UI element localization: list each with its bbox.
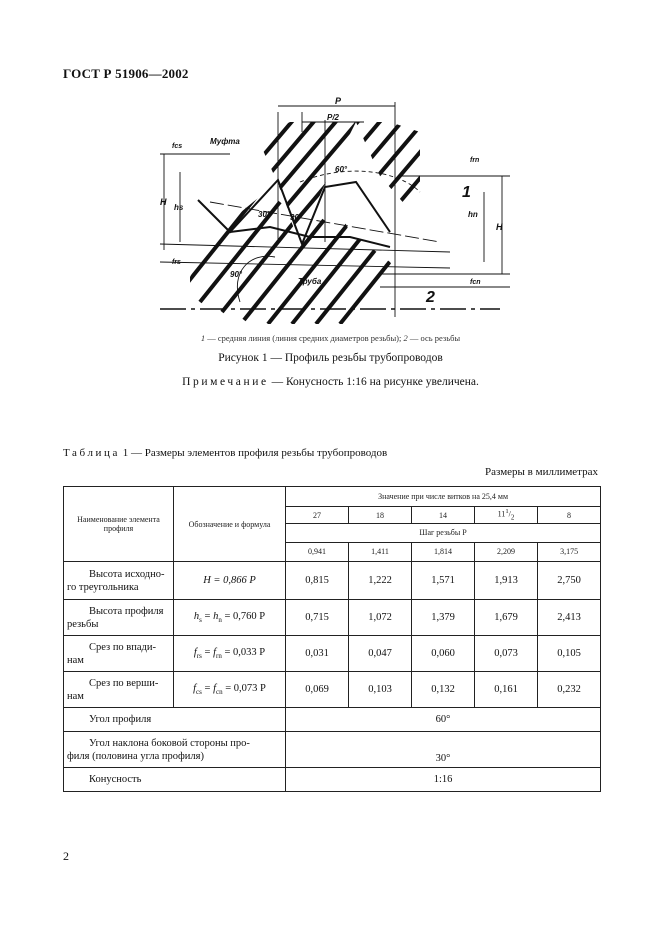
cell-value: 2,750	[538, 562, 601, 600]
cell-value: 0,105	[538, 636, 601, 672]
table-row	[64, 600, 601, 636]
cell-value: 1,571	[412, 562, 475, 600]
table-row	[64, 636, 601, 672]
row-formula: $f_{cs} = f_{cn} = 0,073$ P	[174, 672, 286, 708]
svg-text:Муфта: Муфта	[210, 137, 240, 146]
cell-value: 0,060	[412, 636, 475, 672]
cell-value: 1,379	[412, 600, 475, 636]
table-row	[64, 672, 601, 708]
row-name: Высота исходно- го треугольника	[64, 562, 174, 600]
svg-text:H: H	[160, 197, 167, 207]
row-name: Угол наклона боковой стороны про- филя (половина угла профиля)	[64, 732, 286, 768]
pitch-value: 2,209	[475, 543, 538, 561]
cell-value: 0,103	[349, 672, 412, 708]
pitch-value: 0,941	[286, 543, 349, 561]
figure-note: Примечание — Конусность 1:16 на рисунке увеличена.	[182, 376, 479, 388]
thread-count: $11^1/_2$	[475, 507, 538, 524]
pitch-value: 1,411	[349, 543, 412, 561]
cell-value: 60°	[286, 708, 601, 732]
cell-value: 1:16	[286, 768, 601, 792]
row-name: Высота профиля резьбы	[64, 600, 174, 636]
cell-value: 1,913	[475, 562, 538, 600]
cell-value: 30°	[286, 732, 601, 768]
row-name: Срез по верши- нам	[64, 672, 174, 708]
cell-value: 0,132	[412, 672, 475, 708]
row-formula: H = 0,866 P	[174, 562, 286, 600]
row-name: Конусность	[64, 768, 286, 792]
svg-text:frn: frn	[470, 157, 480, 164]
svg-text:fcs: fcs	[172, 143, 183, 150]
svg-text:hs: hs	[174, 203, 184, 212]
cell-value: 1,072	[349, 600, 412, 636]
cell-value: 0,069	[286, 672, 349, 708]
svg-text:1: 1	[462, 184, 471, 201]
row-name: Угол профиля	[64, 708, 286, 732]
cell-value: 0,047	[349, 636, 412, 672]
hatch-mufta	[190, 112, 476, 242]
table-row	[64, 768, 601, 792]
thread-count: 14	[412, 507, 475, 524]
svg-text:30°: 30°	[290, 213, 303, 222]
row-name: Срез по впади- нам	[64, 636, 174, 672]
svg-text:60°: 60°	[335, 165, 348, 174]
table-caption: Таблица 1 — Размеры элементов профиля резьбы трубопроводов	[63, 447, 388, 459]
table-row	[64, 708, 601, 732]
thread-count: 18	[349, 507, 412, 524]
pitch-values	[286, 543, 600, 561]
header-formula: Обозначение и формула	[174, 487, 286, 562]
cell-value: 2,413	[538, 600, 601, 636]
cell-value: 0,715	[286, 600, 349, 636]
table-row	[64, 732, 601, 768]
cell-value: 0,073	[475, 636, 538, 672]
svg-text:P/2: P/2	[327, 113, 340, 122]
thread-count: 27	[286, 507, 349, 524]
figure-legend: 1 — средняя линия (линия средних диаметров резьбы); 2 — ось резьбы	[200, 333, 461, 343]
cell-value: 0,232	[538, 672, 601, 708]
pitch-block	[286, 524, 601, 562]
cell-value: 0,161	[475, 672, 538, 708]
svg-text:P: P	[335, 96, 342, 106]
thread-profile-figure	[150, 92, 510, 324]
thread-count: 8	[538, 507, 601, 524]
header-name: Наименование элемента профиля	[64, 487, 174, 562]
pitch-value: 1,814	[412, 543, 475, 561]
svg-text:hn: hn	[468, 210, 478, 219]
cell-value: 1,222	[349, 562, 412, 600]
table-units: Размеры в миллиметрах	[485, 466, 598, 478]
svg-text:30°: 30°	[258, 210, 271, 219]
pitch-value: 3,175	[560, 547, 579, 556]
cell-value: 0,031	[286, 636, 349, 672]
table-row	[64, 562, 601, 600]
page-number: 2	[63, 849, 69, 863]
svg-text:Труба: Труба	[298, 277, 322, 286]
svg-text:frs: frs	[172, 259, 181, 266]
svg-text:2: 2	[426, 289, 435, 306]
svg-text:90°: 90°	[230, 270, 243, 279]
thread-dimensions-table	[63, 486, 601, 792]
figure-caption: Рисунок 1 — Профиль резьбы трубопроводов	[218, 352, 443, 364]
row-formula: $h_s = h_n = 0,760$ P	[174, 600, 286, 636]
document-code: ГОСТ Р 51906—2002	[63, 66, 189, 81]
svg-text:fcn: fcn	[470, 279, 481, 286]
svg-text:H: H	[496, 222, 503, 232]
header-pitch: Шаг резьбы P	[286, 524, 600, 543]
row-formula: $f_{rs} = f_{rn} = 0,033$ P	[174, 636, 286, 672]
cell-value: 1,679	[475, 600, 538, 636]
hatch-truba	[180, 192, 420, 324]
cell-value: 0,815	[286, 562, 349, 600]
header-threads: Значение при числе витков на 25,4 мм	[286, 487, 601, 507]
